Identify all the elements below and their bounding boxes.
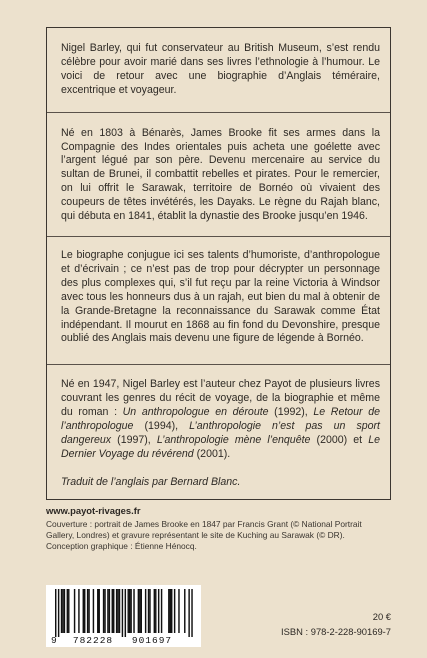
history-block	[61, 113, 380, 236]
barcode-bar	[116, 589, 117, 633]
author-text: Né en 1947, Nigel Barley est l’auteur chez Payot de plusieurs livres couvrant les genres du récit de voyage, de la biographie et même du roman :	[61, 378, 380, 419]
price: 20 €	[372, 611, 391, 622]
footer	[46, 505, 391, 553]
intro-paragraph: Nigel Barley, qui fut conservateur au British Museum, s’est rendu célèbre pour avoir marié dans ses livres l’ethnologie à l’humour. Le voici de retour avec une biographie d’Anglais téméraire, excentrique et voyageur.	[61, 42, 380, 96]
translator-credit: Traduit de l’anglais par Bernard Blanc.	[61, 475, 241, 488]
text-frame	[46, 27, 391, 500]
barcode-bar	[112, 589, 113, 633]
barcode-bar	[109, 589, 110, 633]
barcode-bar	[171, 589, 172, 633]
intro-block	[61, 42, 380, 112]
author-paragraph	[61, 378, 380, 461]
barcode-bar	[138, 589, 139, 633]
barcode-bar	[155, 589, 156, 633]
book-title: Le Retour de l’anthropologue	[61, 406, 380, 433]
barcode-bar	[141, 589, 142, 633]
barcode-first-digit: 9	[51, 635, 57, 646]
barcode-bar	[158, 589, 159, 633]
barcode-bar	[161, 589, 162, 633]
barcode-bar	[191, 589, 192, 637]
barcode-bar	[84, 589, 85, 633]
book-title: L’anthropologie n’est pas un sport dangereux	[61, 420, 380, 446]
frame-content	[61, 42, 380, 488]
barcode-bar	[93, 589, 94, 633]
barcode-bar	[104, 589, 105, 633]
barcode-bar	[67, 589, 68, 633]
barcode-bar	[128, 589, 129, 633]
book-title: L’anthropologie mène l’enquête	[156, 433, 311, 446]
history-paragraph: Né en 1803 à Bénarès, James Brooke fit ses armes dans la Compagnie des Indes orientales puis acheta une goélette avec l’argent légué par son père. Devenu mercenaire au service du sultan de Brunei, il combattit rebelles et pirates. Pour le remercier, on lui offrit le Sarawak, territoire de Bornéo où vivaient des coupeurs de têtes invétérés, les Dayaks. Le règne du Rajah blanc, qui débuta en 1841, établit la dynastie des Brooke jusqu’en 1946.	[61, 126, 380, 223]
barcode-bar	[122, 589, 123, 637]
barcode-bar	[145, 589, 146, 633]
barcode-bar	[88, 589, 89, 633]
barcode-bar	[74, 589, 75, 633]
barcode-right-digits: 901697	[131, 635, 173, 646]
barcode-bar	[103, 589, 104, 633]
barcode-graphic	[46, 585, 201, 647]
barcode-bar	[119, 589, 120, 633]
book-year: (1997),	[111, 433, 157, 446]
author-block	[61, 365, 380, 487]
barcode-bar	[154, 589, 155, 633]
barcode-bar	[68, 589, 69, 633]
barcode-bar	[87, 589, 88, 633]
barcode-bar	[139, 589, 140, 633]
barcode-bar	[188, 589, 189, 637]
barcode-bar	[113, 589, 114, 633]
barcode	[46, 585, 201, 647]
barcode-bar	[168, 589, 169, 633]
book-title: Le Dernier Voyage du révérend	[61, 433, 380, 460]
barcode-bar	[62, 589, 63, 633]
barcode-bar	[130, 589, 131, 633]
barcode-bar	[125, 589, 126, 637]
publisher-website[interactable]: www.payot-rivages.fr	[46, 505, 141, 516]
barcode-left-digits: 782228	[72, 635, 114, 646]
barcode-bar	[97, 589, 98, 633]
barcode-bar	[174, 589, 175, 633]
isbn: ISBN : 978-2-228-90169-7	[281, 626, 391, 637]
barcode-bar	[178, 589, 179, 633]
barcode-bar	[107, 589, 108, 633]
barcode-bar	[64, 589, 65, 633]
book-title: Un anthropologue en déroute	[122, 406, 269, 419]
book-year: (2000) et	[310, 433, 369, 446]
book-year: (2001).	[193, 447, 231, 460]
barcode-bar	[170, 589, 171, 633]
barcode-bar	[83, 589, 84, 633]
barcode-bar	[129, 589, 130, 633]
barcode-bar	[148, 589, 149, 633]
book-year: (1994),	[133, 420, 190, 433]
biographer-block	[61, 237, 380, 364]
design-credit: Conception graphique : Étienne Hénocq.	[46, 541, 197, 552]
barcode-bar	[55, 589, 56, 637]
barcode-bar	[78, 589, 79, 633]
barcode-bar	[133, 589, 134, 633]
barcode-bar	[99, 589, 100, 633]
barcode-bar	[184, 589, 185, 633]
barcode-bar	[61, 589, 62, 633]
barcode-bar	[149, 589, 150, 633]
book-year: (1992),	[268, 406, 314, 419]
barcode-bar	[117, 589, 118, 633]
cover-credit: Couverture : portrait de James Brooke en 1847 par Francis Grant (© National Portrait Gallery, Londres) et gravure représentant le site de Kuching au Sarawak (© DR).	[46, 519, 362, 541]
biographer-paragraph: Le biographe conjugue ici ses talents d’humoriste, d’anthropologue et d’écrivain ; ce n’est pas de trop pour décrypter un personnage des plus complexes qui, s’il fut reçu par la reine Victoria à Windsor avec tous les honneurs dus à un rajah, eut bien du mal à obtenir de la Grande-Bretagne la reconnaissance du Sarawak comme État indépendant. Il mourut en 1868 au fin fond du Devonshire, presque oublié des Anglais mais devenu une figure de légende à Bornéo.	[61, 248, 380, 345]
barcode-bar	[58, 589, 59, 637]
